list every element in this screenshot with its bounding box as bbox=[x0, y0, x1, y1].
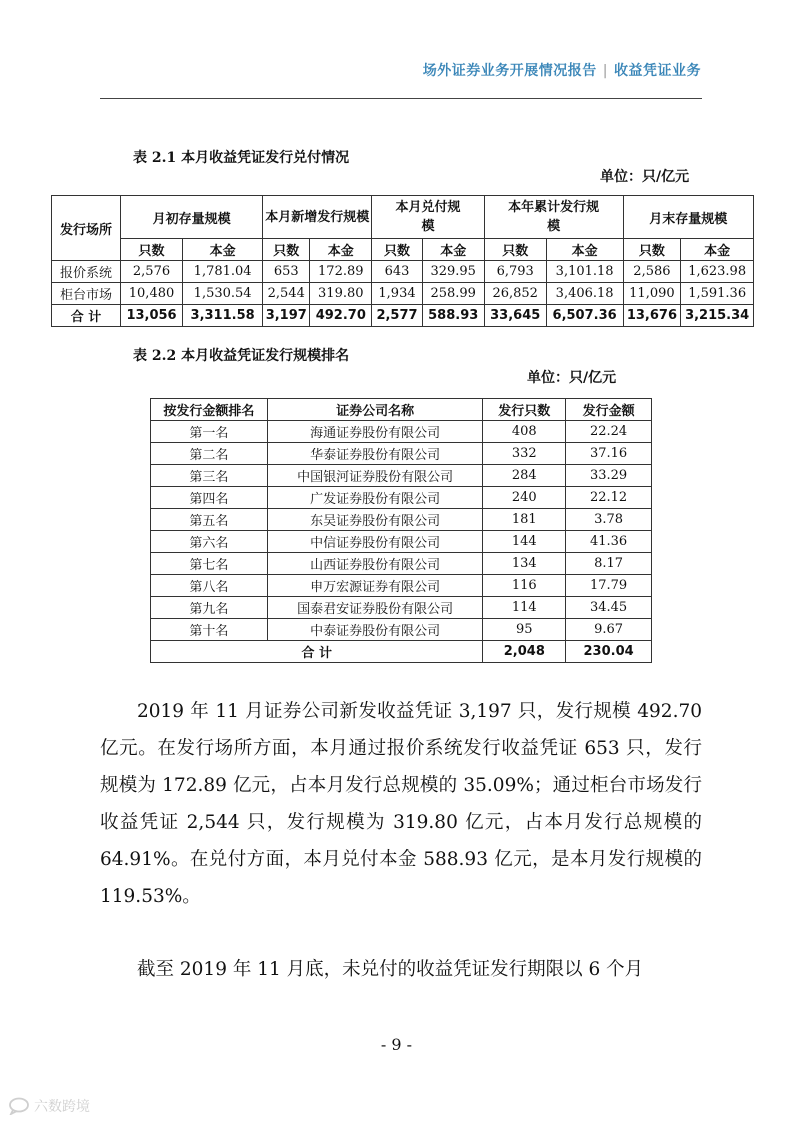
ranking-rows bbox=[151, 421, 652, 663]
table-cell: 1,781.04 bbox=[183, 261, 263, 283]
table-row bbox=[151, 465, 652, 487]
company-cell: 中信证券股份有限公司 bbox=[267, 531, 483, 553]
group-header-new-issuance: 本月新增发行规模 bbox=[263, 196, 372, 239]
rank-cell: 第一名 bbox=[151, 421, 268, 443]
table-row bbox=[52, 261, 754, 283]
sub-header-amount: 本金 bbox=[546, 239, 623, 261]
table-cell: 1,530.54 bbox=[183, 283, 263, 305]
sub-header-count: 只数 bbox=[121, 239, 183, 261]
rank-cell: 第三名 bbox=[151, 465, 268, 487]
amount-cell: 9.67 bbox=[566, 619, 652, 641]
table-cell: 13,676 bbox=[623, 305, 681, 327]
table-cell: 1,934 bbox=[372, 283, 422, 305]
sub-header-count: 只数 bbox=[263, 239, 310, 261]
group-header-opening: 月初存量规模 bbox=[121, 196, 263, 239]
table2-caption: 表 2.2 本月收益凭证发行规模排名 bbox=[133, 348, 350, 364]
table-cell: 643 bbox=[372, 261, 422, 283]
table-cell: 11,090 bbox=[623, 283, 681, 305]
company-cell: 广发证券股份有限公司 bbox=[267, 487, 483, 509]
table-cell: 3,311.58 bbox=[183, 305, 263, 327]
table-cell: 258.99 bbox=[422, 283, 484, 305]
table-cell: 6,507.36 bbox=[546, 305, 623, 327]
chat-bubble-logo-icon bbox=[8, 1097, 30, 1115]
section-title: 收益凭证业务 bbox=[614, 63, 701, 79]
company-cell: 海通证券股份有限公司 bbox=[267, 421, 483, 443]
amount-cell: 3.78 bbox=[566, 509, 652, 531]
rank-cell: 第五名 bbox=[151, 509, 268, 531]
sub-header-amount: 本金 bbox=[422, 239, 484, 261]
body-paragraph-1: 2019 年 11 月证券公司新发收益凭证 3,197 只，发行规模 492.70 亿元。在发行场所方面，本月通过报价系统发行收益凭证 653 只，发行规模为 172.89 亿元，占本月发行总规模的 35.09%；通过柜台市场发行收益凭证 2,544 只，发行规模为 319.80 亿元，占本月发行总规模的 64.91%。在兑付方面，本月兑付本金 588.93 亿元，是本月发行规模的 119.53%。 bbox=[100, 701, 702, 907]
sub-header-amount: 本金 bbox=[681, 239, 754, 261]
table1-issuance-redemption bbox=[51, 195, 754, 327]
col-header-company: 证券公司名称 bbox=[267, 399, 483, 421]
count-cell: 240 bbox=[483, 487, 566, 509]
table-cell: 13,056 bbox=[121, 305, 183, 327]
table-row bbox=[151, 531, 652, 553]
body-paragraph-2: 截至 2019 年 11 月底，未兑付的收益凭证发行期限以 6 个月 bbox=[137, 959, 644, 980]
amount-cell: 22.24 bbox=[566, 421, 652, 443]
table-cell: 329.95 bbox=[422, 261, 484, 283]
table-cell: 319.80 bbox=[310, 283, 372, 305]
table-row bbox=[151, 421, 652, 443]
table-cell: 1,591.36 bbox=[681, 283, 754, 305]
table-cell: 3,406.18 bbox=[546, 283, 623, 305]
table-cell: 6,793 bbox=[484, 261, 546, 283]
table-total-row bbox=[151, 641, 652, 663]
watermark bbox=[8, 1096, 90, 1116]
header-separator: | bbox=[602, 63, 608, 79]
rank-cell: 第十名 bbox=[151, 619, 268, 641]
table-cell: 588.93 bbox=[422, 305, 484, 327]
sub-header-amount: 本金 bbox=[183, 239, 263, 261]
table-row bbox=[151, 553, 652, 575]
table-cell: 1,623.98 bbox=[681, 261, 754, 283]
table-row bbox=[52, 283, 754, 305]
table2-unit: 单位：只/亿元 bbox=[527, 370, 617, 386]
total-amount: 230.04 bbox=[566, 641, 652, 663]
count-cell: 114 bbox=[483, 597, 566, 619]
rank-cell: 第四名 bbox=[151, 487, 268, 509]
page-number: - 9 - bbox=[380, 1035, 413, 1054]
col-header-rank: 按发行金额排名 bbox=[151, 399, 268, 421]
sub-header-count: 只数 bbox=[372, 239, 422, 261]
count-cell: 284 bbox=[483, 465, 566, 487]
sub-header-count: 只数 bbox=[484, 239, 546, 261]
col-venue-header: 发行场所 bbox=[52, 196, 121, 261]
table2-issuance-ranking bbox=[150, 398, 652, 663]
amount-cell: 34.45 bbox=[566, 597, 652, 619]
count-cell: 95 bbox=[483, 619, 566, 641]
total-count: 2,048 bbox=[483, 641, 566, 663]
table-cell: 2,576 bbox=[121, 261, 183, 283]
table-cell: 3,197 bbox=[263, 305, 310, 327]
company-cell: 国泰君安证券股份有限公司 bbox=[267, 597, 483, 619]
table-cell: 3,215.34 bbox=[681, 305, 754, 327]
table-row bbox=[151, 597, 652, 619]
company-cell: 山西证券股份有限公司 bbox=[267, 553, 483, 575]
table1-caption: 表 2.1 本月收益凭证发行兑付情况 bbox=[133, 150, 350, 166]
rank-cell: 第八名 bbox=[151, 575, 268, 597]
amount-cell: 41.36 bbox=[566, 531, 652, 553]
amount-cell: 8.17 bbox=[566, 553, 652, 575]
rank-cell: 第七名 bbox=[151, 553, 268, 575]
col-header-count: 发行只数 bbox=[483, 399, 566, 421]
table-cell: 2,586 bbox=[623, 261, 681, 283]
table-row bbox=[151, 619, 652, 641]
sub-header-amount: 本金 bbox=[310, 239, 372, 261]
venue-cell: 报价系统 bbox=[52, 261, 121, 283]
count-cell: 116 bbox=[483, 575, 566, 597]
header-rule bbox=[100, 98, 702, 99]
amount-cell: 22.12 bbox=[566, 487, 652, 509]
table-cell: 3,101.18 bbox=[546, 261, 623, 283]
group-header-ytd-issuance: 本年累计发行规模 bbox=[484, 196, 623, 239]
amount-cell: 33.29 bbox=[566, 465, 652, 487]
company-cell: 申万宏源证券有限公司 bbox=[267, 575, 483, 597]
amount-cell: 37.16 bbox=[566, 443, 652, 465]
table-cell: 492.70 bbox=[310, 305, 372, 327]
col-header-amount: 发行金额 bbox=[566, 399, 652, 421]
watermark-text: 六数跨境 bbox=[34, 1099, 90, 1115]
table1-unit: 单位：只/亿元 bbox=[600, 169, 690, 185]
sub-header-count: 只数 bbox=[623, 239, 681, 261]
table-cell: 2,577 bbox=[372, 305, 422, 327]
company-cell: 中泰证券股份有限公司 bbox=[267, 619, 483, 641]
table-cell: 172.89 bbox=[310, 261, 372, 283]
total-label: 合 计 bbox=[52, 305, 121, 327]
group-header-redemption: 本月兑付规模 bbox=[372, 196, 484, 239]
count-cell: 181 bbox=[483, 509, 566, 531]
table-row bbox=[151, 575, 652, 597]
table-cell: 33,645 bbox=[484, 305, 546, 327]
rank-cell: 第九名 bbox=[151, 597, 268, 619]
count-cell: 332 bbox=[483, 443, 566, 465]
company-cell: 中国银河证券股份有限公司 bbox=[267, 465, 483, 487]
table-cell: 653 bbox=[263, 261, 310, 283]
rank-cell: 第二名 bbox=[151, 443, 268, 465]
count-cell: 134 bbox=[483, 553, 566, 575]
table-row bbox=[151, 509, 652, 531]
table-cell: 26,852 bbox=[484, 283, 546, 305]
table-row bbox=[151, 443, 652, 465]
table-total-row bbox=[52, 305, 754, 327]
rank-cell: 第六名 bbox=[151, 531, 268, 553]
table-cell: 2,544 bbox=[263, 283, 310, 305]
company-cell: 东吴证券股份有限公司 bbox=[267, 509, 483, 531]
count-cell: 144 bbox=[483, 531, 566, 553]
company-cell: 华泰证券股份有限公司 bbox=[267, 443, 483, 465]
venue-cell: 柜台市场 bbox=[52, 283, 121, 305]
table-cell: 10,480 bbox=[121, 283, 183, 305]
group-header-closing: 月末存量规模 bbox=[623, 196, 753, 239]
running-header bbox=[423, 60, 701, 80]
table-row bbox=[151, 487, 652, 509]
report-title: 场外证券业务开展情况报告 bbox=[422, 63, 597, 79]
count-cell: 408 bbox=[483, 421, 566, 443]
total-label: 合 计 bbox=[151, 641, 483, 663]
amount-cell: 17.79 bbox=[566, 575, 652, 597]
